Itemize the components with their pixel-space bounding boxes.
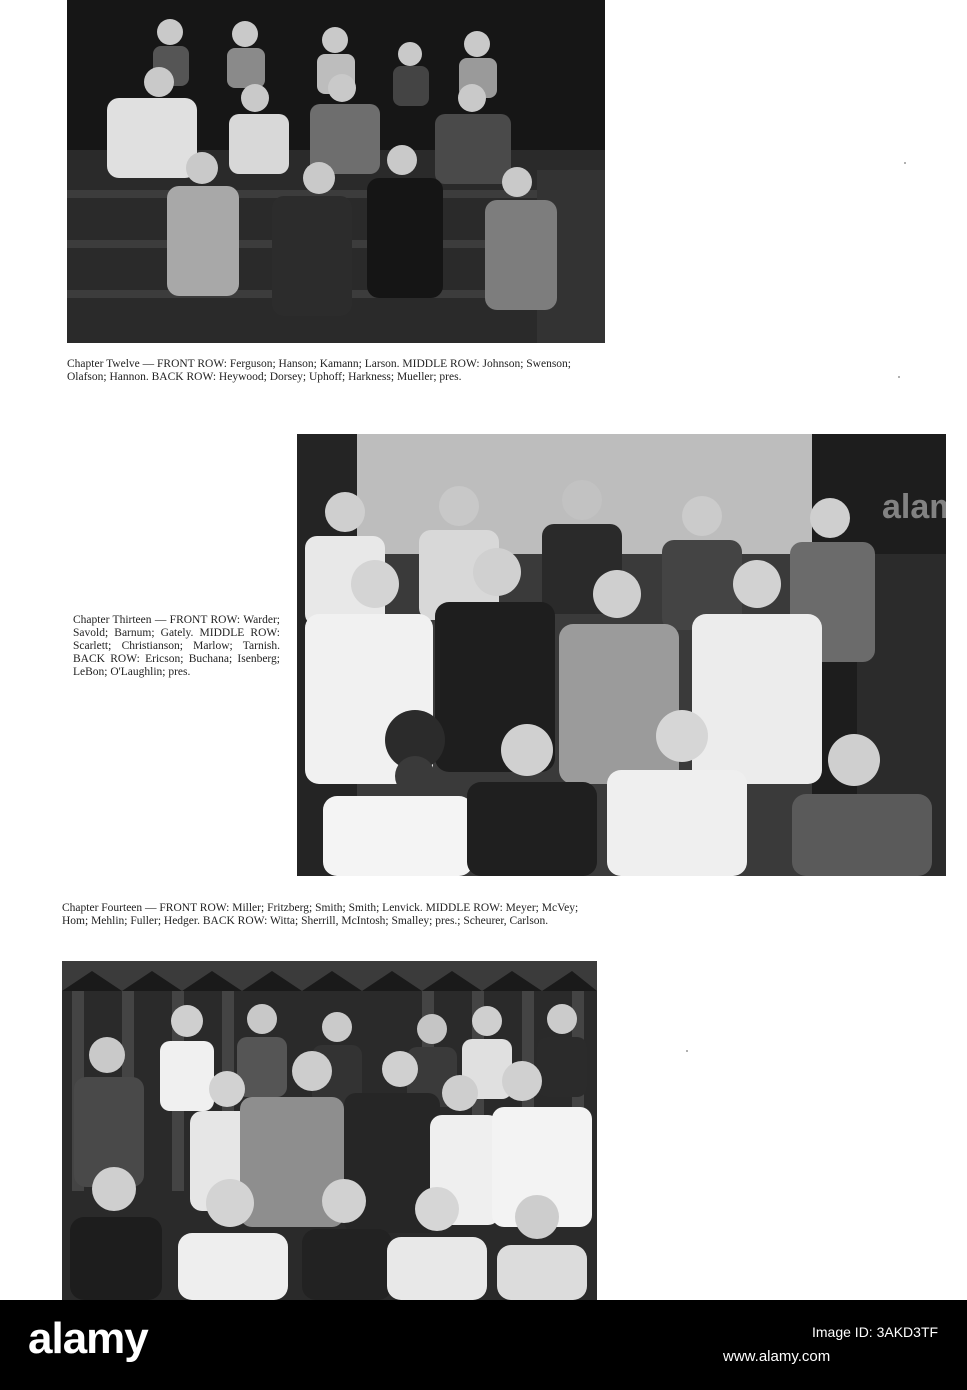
chapter-fourteen-caption: Chapter Fourteen — FRONT ROW: Miller; Fritzberg; Smith; Smith; Lenvick. MIDDLE ROW: Meyer; McVey; Hom; Mehlin; Fuller; Hedger. BACK ROW: Witta; Sherrill, McIntosh; Smalley; pres.; Scheurer, Carlson. <box>62 902 579 927</box>
watermark-overlay: alam <box>882 488 960 526</box>
image-id-label: Image ID: 3AKD3TF <box>812 1324 939 1340</box>
chapter-thirteen-photo <box>297 434 960 876</box>
alamy-logo: alamy <box>28 1314 148 1363</box>
scan-speck <box>904 162 906 164</box>
chapter-fourteen-photo <box>62 961 597 1300</box>
scan-speck <box>686 1050 688 1052</box>
chapter-thirteen-caption: Chapter Thirteen — FRONT ROW: Warder; Savold; Barnum; Gately. MIDDLE ROW: Scarlett; Christianson; Marlow; Tarnish. BACK ROW: Ericson; Buchana; Isenberg; LeBon; O'Laughlin; pres. <box>73 614 280 678</box>
chapter-twelve-caption: Chapter Twelve — FRONT ROW: Ferguson; Hanson; Kamann; Larson. MIDDLE ROW: Johnson; Swenson; Olafson; Hannon. BACK ROW: Heywood; Dorsey; Uphoff; Harkness; Mueller; pres. <box>67 358 571 383</box>
site-url-label: www.alamy.com <box>723 1348 831 1365</box>
chapter-twelve-photo <box>67 0 605 343</box>
scan-speck <box>898 376 900 378</box>
